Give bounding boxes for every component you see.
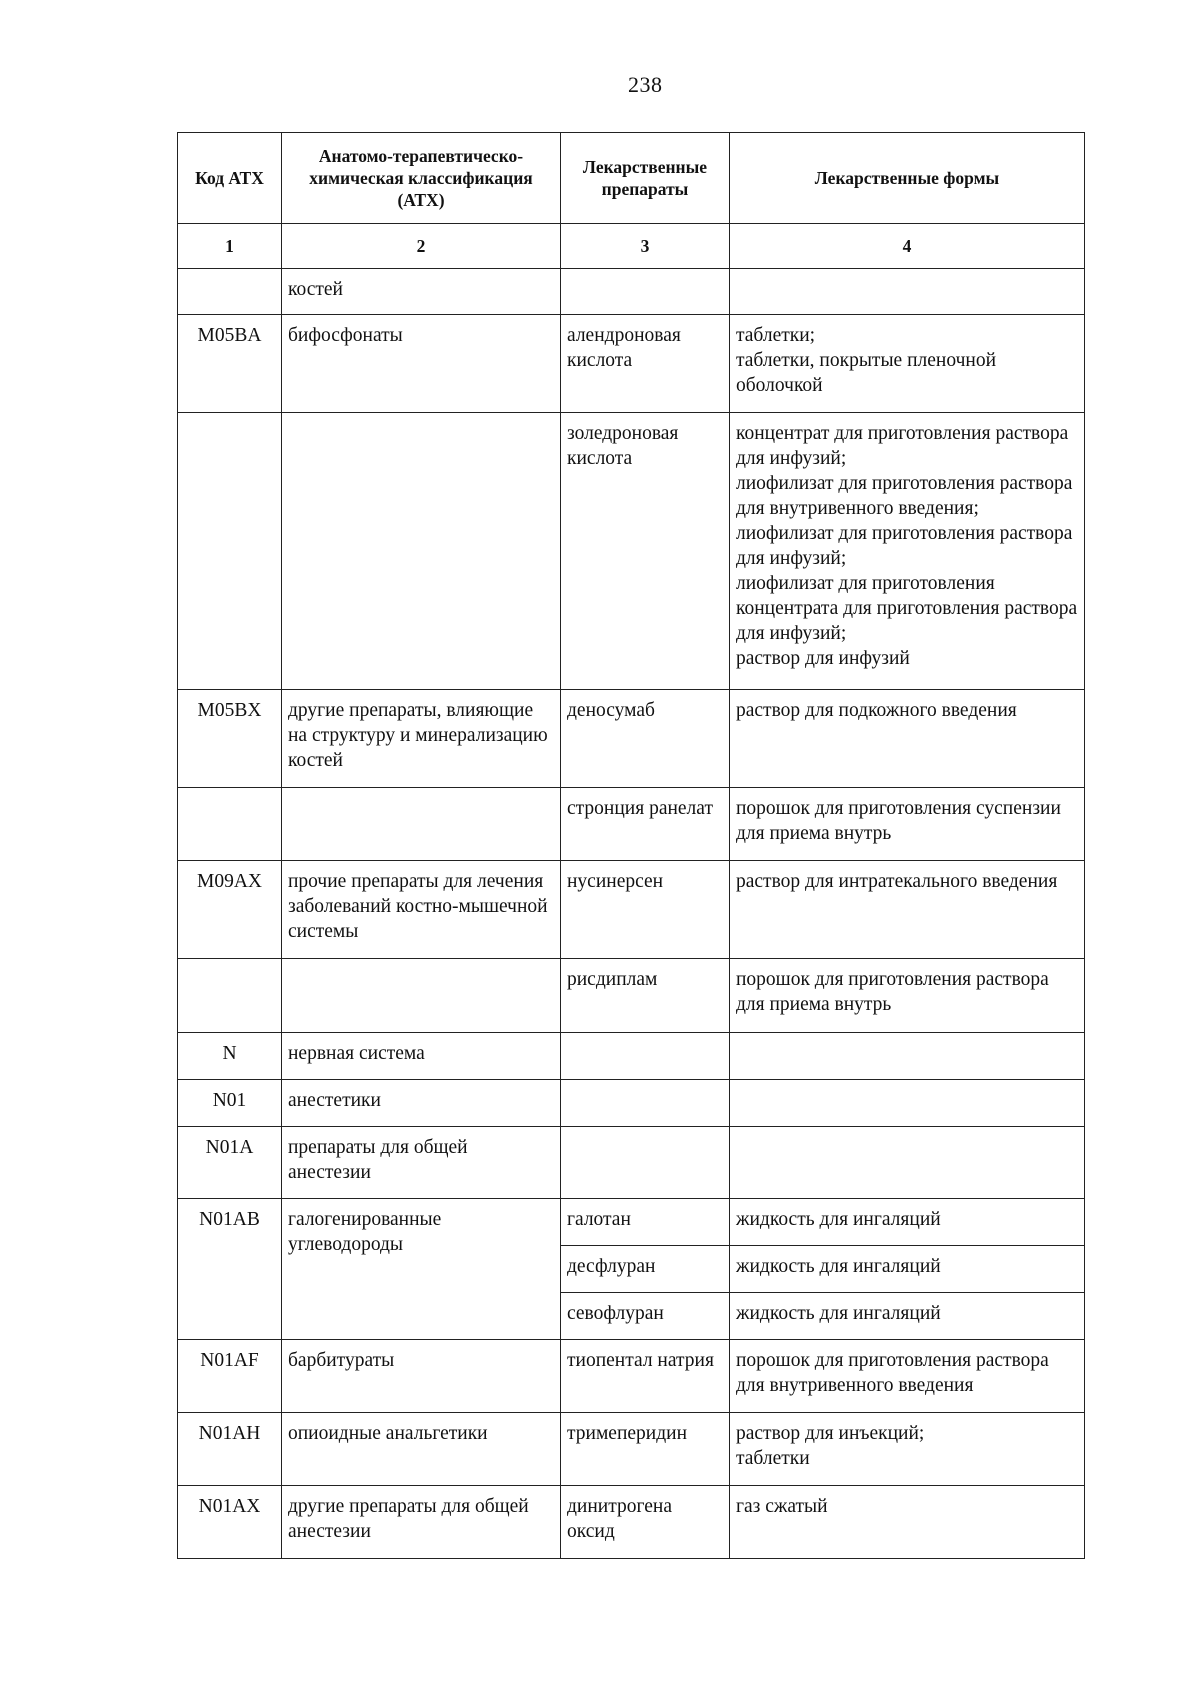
atx-code: [178, 413, 282, 690]
atx-code: [178, 959, 282, 1033]
drug-name: севофлуран: [561, 1293, 730, 1340]
dosage-forms: [730, 1033, 1085, 1080]
table-row: [178, 1340, 1085, 1413]
table-row: [178, 413, 1085, 690]
atx-code: M09AX: [178, 861, 282, 959]
drug-name: [561, 1080, 730, 1127]
atx-code: [178, 269, 282, 315]
atx-code: [178, 788, 282, 861]
atx-classification: [282, 788, 561, 861]
header-drugs: Лекарственные препараты: [561, 133, 730, 224]
atx-code: N01AB: [178, 1199, 282, 1340]
dosage-forms: жидкость для ингаляций: [730, 1199, 1085, 1246]
page-number: 238: [628, 72, 663, 97]
atx-code: N01AF: [178, 1340, 282, 1413]
atx-code: N01AX: [178, 1486, 282, 1559]
atx-code: N01A: [178, 1127, 282, 1199]
drug-name: стронция ранелат: [561, 788, 730, 861]
drug-name: золедроновая кислота: [561, 413, 730, 690]
column-number: 2: [282, 224, 561, 269]
drug-name: галотан: [561, 1199, 730, 1246]
atx-code: N: [178, 1033, 282, 1080]
atx-classification: нервная система: [282, 1033, 561, 1080]
table-row: [178, 1199, 1085, 1246]
dosage-forms: порошок для приготовления раствора для приема внутрь: [730, 959, 1085, 1033]
header-forms: Лекарственные формы: [730, 133, 1085, 224]
atx-classification: галогенированные углеводороды: [282, 1199, 561, 1340]
drug-name: алендроновая кислота: [561, 315, 730, 413]
drug-name: динитрогена оксид: [561, 1486, 730, 1559]
dosage-forms: газ сжатый: [730, 1486, 1085, 1559]
atx-classification: барбитураты: [282, 1340, 561, 1413]
dosage-forms: порошок для приготовления раствора для внутривенного введения: [730, 1340, 1085, 1413]
atx-classification: препараты для общей анестезии: [282, 1127, 561, 1199]
atx-classification: другие препараты для общей анестезии: [282, 1486, 561, 1559]
table-row: [178, 861, 1085, 959]
atx-classification: другие препараты, влияющие на структуру и минерализацию костей: [282, 690, 561, 788]
dosage-forms: таблетки; таблетки, покрытые пленочной оболочкой: [730, 315, 1085, 413]
header-code: Код АТХ: [178, 133, 282, 224]
column-number: 4: [730, 224, 1085, 269]
table-row: [178, 1033, 1085, 1080]
dosage-forms: [730, 269, 1085, 315]
drug-name: десфлуран: [561, 1246, 730, 1293]
atx-code: M05BX: [178, 690, 282, 788]
atx-classification: анестетики: [282, 1080, 561, 1127]
drug-name: [561, 269, 730, 315]
drug-name: [561, 1033, 730, 1080]
table-row: [178, 269, 1085, 315]
table-row: [178, 959, 1085, 1033]
drug-name: рисдиплам: [561, 959, 730, 1033]
column-number-row: [178, 224, 1085, 269]
table-row: [178, 315, 1085, 413]
drug-name: [561, 1127, 730, 1199]
atx-code: M05BA: [178, 315, 282, 413]
atx-classification: прочие препараты для лечения заболеваний костно-мышечной системы: [282, 861, 561, 959]
atx-classification: бифосфонаты: [282, 315, 561, 413]
dosage-forms: концентрат для приготовления раствора для инфузий; лиофилизат для приготовления раствора для внутривенного введения; лиофилизат для приготовления раствора для инфузий; лиофилизат для приготовления концентрата для приготовления раствора для инфузий; раствор для инфузий: [730, 413, 1085, 690]
atx-code: N01AH: [178, 1413, 282, 1486]
table-row: [178, 1080, 1085, 1127]
table-row: [178, 1486, 1085, 1559]
column-number: 1: [178, 224, 282, 269]
drug-name: тиопентал натрия: [561, 1340, 730, 1413]
dosage-forms: раствор для интратекального введения: [730, 861, 1085, 959]
atx-code: N01: [178, 1080, 282, 1127]
dosage-forms: [730, 1080, 1085, 1127]
table-row: [178, 690, 1085, 788]
table-row: [178, 1127, 1085, 1199]
dosage-forms: жидкость для ингаляций: [730, 1246, 1085, 1293]
atx-classification: костей: [282, 269, 561, 315]
header-classification: Анатомо-терапевтическо-химическая классификация (АТХ): [282, 133, 561, 224]
atx-table: [177, 132, 1085, 1559]
dosage-forms: [730, 1127, 1085, 1199]
drug-name: тримеперидин: [561, 1413, 730, 1486]
dosage-forms: раствор для подкожного введения: [730, 690, 1085, 788]
dosage-forms: порошок для приготовления суспензии для приема внутрь: [730, 788, 1085, 861]
column-number: 3: [561, 224, 730, 269]
drug-name: деносумаб: [561, 690, 730, 788]
dosage-forms: раствор для инъекций; таблетки: [730, 1413, 1085, 1486]
table-row: [178, 1413, 1085, 1486]
drug-name: нусинерсен: [561, 861, 730, 959]
atx-classification: [282, 959, 561, 1033]
atx-classification: [282, 413, 561, 690]
dosage-forms: жидкость для ингаляций: [730, 1293, 1085, 1340]
table-row: [178, 788, 1085, 861]
header-row: [178, 133, 1085, 224]
atx-classification: опиоидные анальгетики: [282, 1413, 561, 1486]
